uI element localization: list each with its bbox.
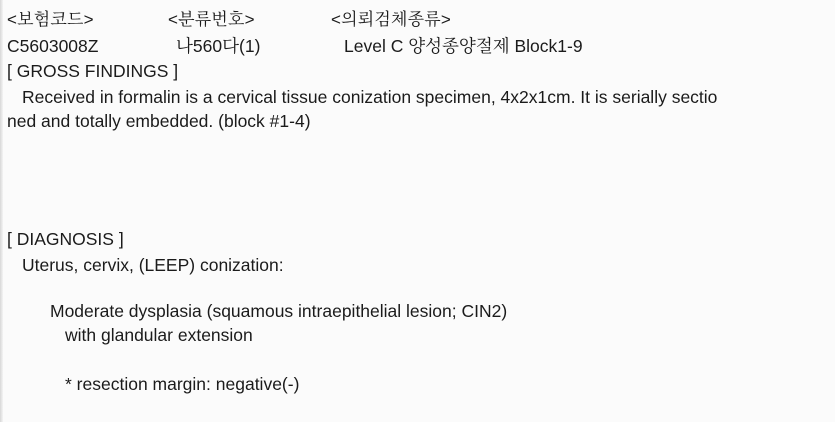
specimen-type-value: Level C 양성종양절제 Block1-9 [344,36,583,56]
gross-findings-text-line1: Received in formalin is a cervical tissue conization specimen, 4x2x1cm. It is serially sectio [22,87,718,107]
diagnosis-heading: [ DIAGNOSIS ] [7,229,124,249]
insurance-code-value: C5603008Z [7,36,99,56]
diagnosis-site: Uterus, cervix, (LEEP) conization: [22,255,284,275]
gross-findings-text-line2: ned and totally embedded. (block #1-4) [7,111,311,131]
page-edge-shadow [0,0,3,422]
diagnosis-finding-line1: Moderate dysplasia (squamous intraepithelial lesion; CIN2) [50,301,508,321]
specimen-type-label: <의뢰검체종류> [331,10,451,29]
classification-number-label: <분류번호> [168,10,255,29]
classification-number-value: 나560다(1) [176,36,261,56]
resection-margin-note: * resection margin: negative(-) [65,374,300,394]
diagnosis-finding-line2: with glandular extension [65,325,253,345]
gross-findings-heading: [ GROSS FINDINGS ] [7,61,179,81]
insurance-code-label: <보험코드> [7,10,94,29]
